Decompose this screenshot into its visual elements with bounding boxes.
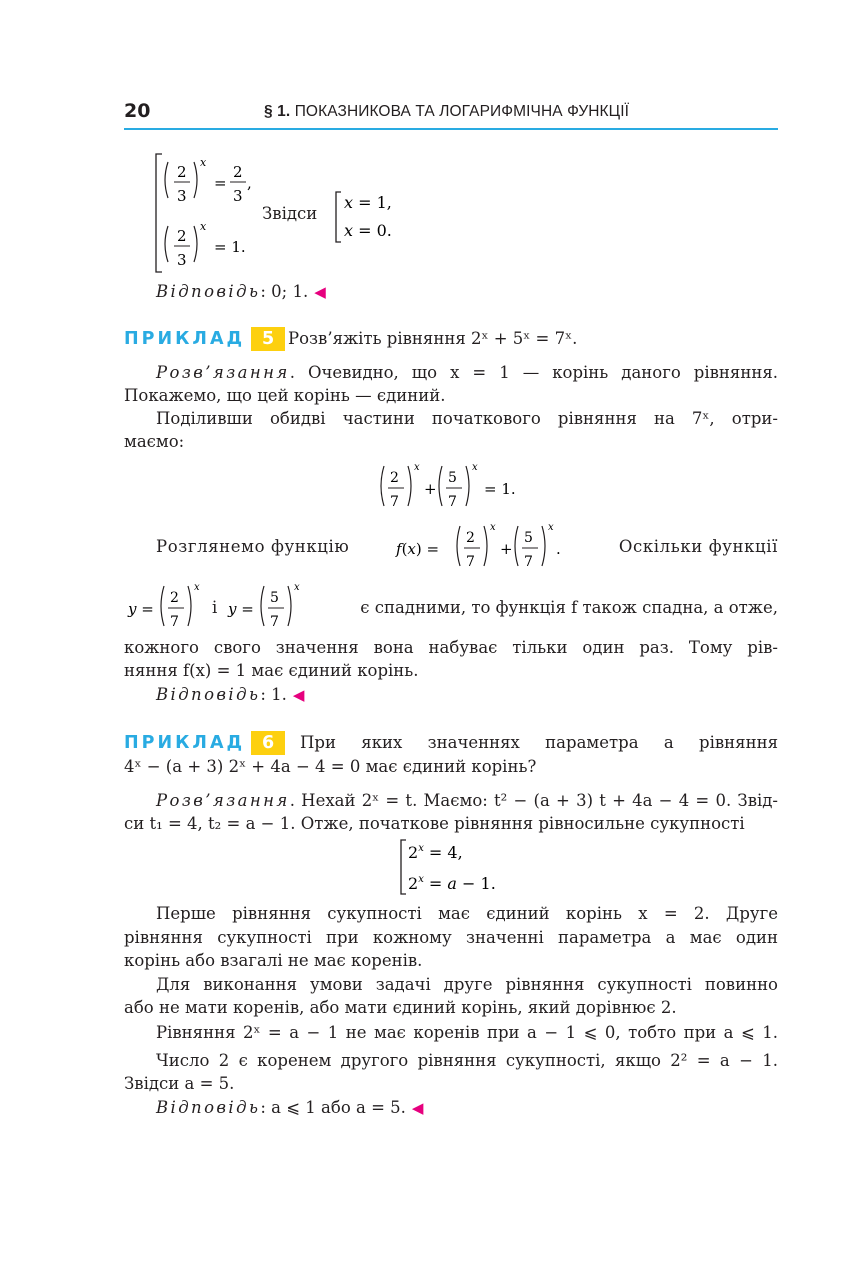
svg-text:x: x xyxy=(194,582,200,593)
svg-text:.: . xyxy=(556,540,561,558)
svg-text:3: 3 xyxy=(177,251,187,269)
decreasing-text: є спадними, то функція f також спадна, а отже, xyxy=(360,598,778,617)
ex6-p4a: Число 2 є коренем другого рівняння сукупності, якщо 2² = a − 1. xyxy=(156,1051,778,1070)
example-6-task2: 4ˣ − (a + 3) 2ˣ + 4a − 4 = 0 має єдиний корінь? xyxy=(124,757,537,776)
end-marker-icon: ◀ xyxy=(314,283,326,301)
svg-text:2: 2 xyxy=(170,590,179,606)
ex5-solution-line1 xyxy=(124,362,778,384)
text-span: . Нехай 2ˣ = t. Маємо: t² − (a + 3) t + 4a − 4 = 0. Звід- xyxy=(289,791,778,810)
example-number-badge: 6 xyxy=(251,731,285,755)
end-marker-icon: ◀ xyxy=(411,1099,424,1117)
svg-text:7: 7 xyxy=(390,494,399,510)
and-word: і xyxy=(212,598,218,617)
svg-text:,: , xyxy=(247,174,252,192)
svg-text:x: x xyxy=(472,462,478,473)
example-6-task1: При яких значеннях параметра a рівняння xyxy=(300,733,778,752)
svg-text:7: 7 xyxy=(270,614,279,630)
example-word: ПРИКЛАД xyxy=(124,329,246,349)
svg-text:= 1.: = 1. xyxy=(484,480,516,498)
example-5-task: Розв’яжіть рівняння 2ˣ + 5ˣ = 7ˣ. xyxy=(288,329,578,348)
section-title: ПОКАЗНИКОВА ТА ЛОГАРИФМІЧНА ФУНКЦІЇ xyxy=(294,103,630,120)
hence-word: Звідси xyxy=(262,204,318,223)
svg-text:x = 0.: x = 0. xyxy=(344,221,392,240)
svg-text:5: 5 xyxy=(448,470,457,486)
answer-1 xyxy=(156,281,810,303)
ex5-line4: маємо: xyxy=(124,432,185,451)
ex5-line2: Покажемо, що цей корінь — єдиний. xyxy=(124,386,446,405)
ex6-p3: Рівняння 2ˣ = a − 1 не має коренів при a − 1 ⩽ 0, тобто при a ⩽ 1. xyxy=(156,1023,778,1042)
svg-text:y =: y = xyxy=(228,600,254,618)
svg-text:2: 2 xyxy=(233,163,243,181)
equation-system-2 xyxy=(396,836,516,898)
answer-label: Відповідь xyxy=(156,685,261,704)
svg-text:2: 2 xyxy=(177,227,187,245)
header-rule xyxy=(124,128,778,130)
answer-label: Відповідь xyxy=(156,1098,261,1117)
svg-text:y =: y = xyxy=(128,600,154,618)
example-word: ПРИКЛАД xyxy=(124,733,246,753)
example-number-badge: 5 xyxy=(251,327,285,351)
svg-text:+: + xyxy=(500,540,513,558)
svg-text:7: 7 xyxy=(170,614,179,630)
section-mark: § 1. xyxy=(264,103,291,120)
svg-text:5: 5 xyxy=(524,530,533,546)
svg-text:5: 5 xyxy=(270,590,279,606)
svg-text:7: 7 xyxy=(448,494,457,510)
ex6-p2b: або не мати коренів, або мати єдиний корінь, який дорівнює 2. xyxy=(124,998,677,1017)
svg-text:x: x xyxy=(200,156,207,169)
answer-value: : 0; 1. xyxy=(260,282,309,301)
answer-value: : 1. xyxy=(260,685,287,704)
ex6-p1a: Перше рівняння сукупності має єдиний корінь x = 2. Друге xyxy=(156,904,778,923)
svg-text:+: + xyxy=(424,480,437,498)
svg-text:2x = 4,: $2^x = 4$, xyxy=(408,843,463,862)
consider-text: Розглянемо функцію xyxy=(156,537,350,556)
answer-6 xyxy=(156,1097,810,1119)
text-span: . Очевидно, що x = 1 — корінь даного рівняння. xyxy=(289,363,778,382)
svg-text:2: 2 xyxy=(466,530,475,546)
ex6-solution-line1 xyxy=(124,790,778,812)
svg-text:= 1.: = 1. xyxy=(214,238,246,256)
example-5-label xyxy=(124,326,285,352)
svg-text:x: x xyxy=(414,462,420,473)
svg-text:x: x xyxy=(294,582,300,593)
svg-text:=: = xyxy=(214,174,227,192)
svg-text:3: 3 xyxy=(233,187,243,205)
svg-text:x = 1,: x = 1, xyxy=(344,193,392,212)
function-f-definition xyxy=(394,520,580,576)
ex6-p1c: корінь або взагалі не має коренів. xyxy=(124,951,423,970)
equation-ex5-main xyxy=(376,460,536,516)
svg-text:f(x) =: f(x) = xyxy=(396,540,440,558)
solution-label: Розв’язання xyxy=(156,791,290,810)
page-number: 20 xyxy=(124,100,151,122)
ex6-p2a: Для виконання умови задачі друге рівняння сукупності повинно xyxy=(156,975,778,994)
ex6-p4b: Звідси a = 5. xyxy=(124,1074,235,1093)
solution-label: Розв’язання xyxy=(156,363,290,382)
svg-text:2: 2 xyxy=(177,163,187,181)
svg-text:2: 2 xyxy=(390,470,399,486)
svg-text:x: x xyxy=(490,522,496,533)
ex6-line2: си t₁ = 4, t₂ = a − 1. Отже, початкове рівняння рівносильне сукупності xyxy=(124,814,745,833)
ex5-line3: Поділивши обидві частини початкового рівняння на 7ˣ, отри- xyxy=(156,409,778,428)
svg-text:2x = a − 1.: $2^x = a - 1$. xyxy=(408,874,496,893)
svg-text:3: 3 xyxy=(177,187,187,205)
since-functions-text: Оскільки функції xyxy=(618,537,778,556)
answer-5 xyxy=(156,684,810,706)
ex5-line8: няння f(x) = 1 має єдиний корінь. xyxy=(124,661,419,680)
ex6-p1b: рівняння сукупності при кожному значенні параметра a має один xyxy=(124,928,778,947)
answer-label: Відповідь xyxy=(156,282,261,301)
svg-text:7: 7 xyxy=(524,554,533,570)
answer-value: : a ⩽ 1 або a = 5. xyxy=(260,1098,406,1117)
example-6-label xyxy=(124,730,285,756)
svg-text:x: x xyxy=(200,220,207,233)
end-marker-icon: ◀ xyxy=(292,686,305,704)
svg-text:7: 7 xyxy=(466,554,475,570)
ex5-line7: кожного свого значення вона набуває тільки один раз. Тому рів- xyxy=(124,638,778,657)
svg-text:x: x xyxy=(548,522,554,533)
running-header xyxy=(264,103,629,121)
